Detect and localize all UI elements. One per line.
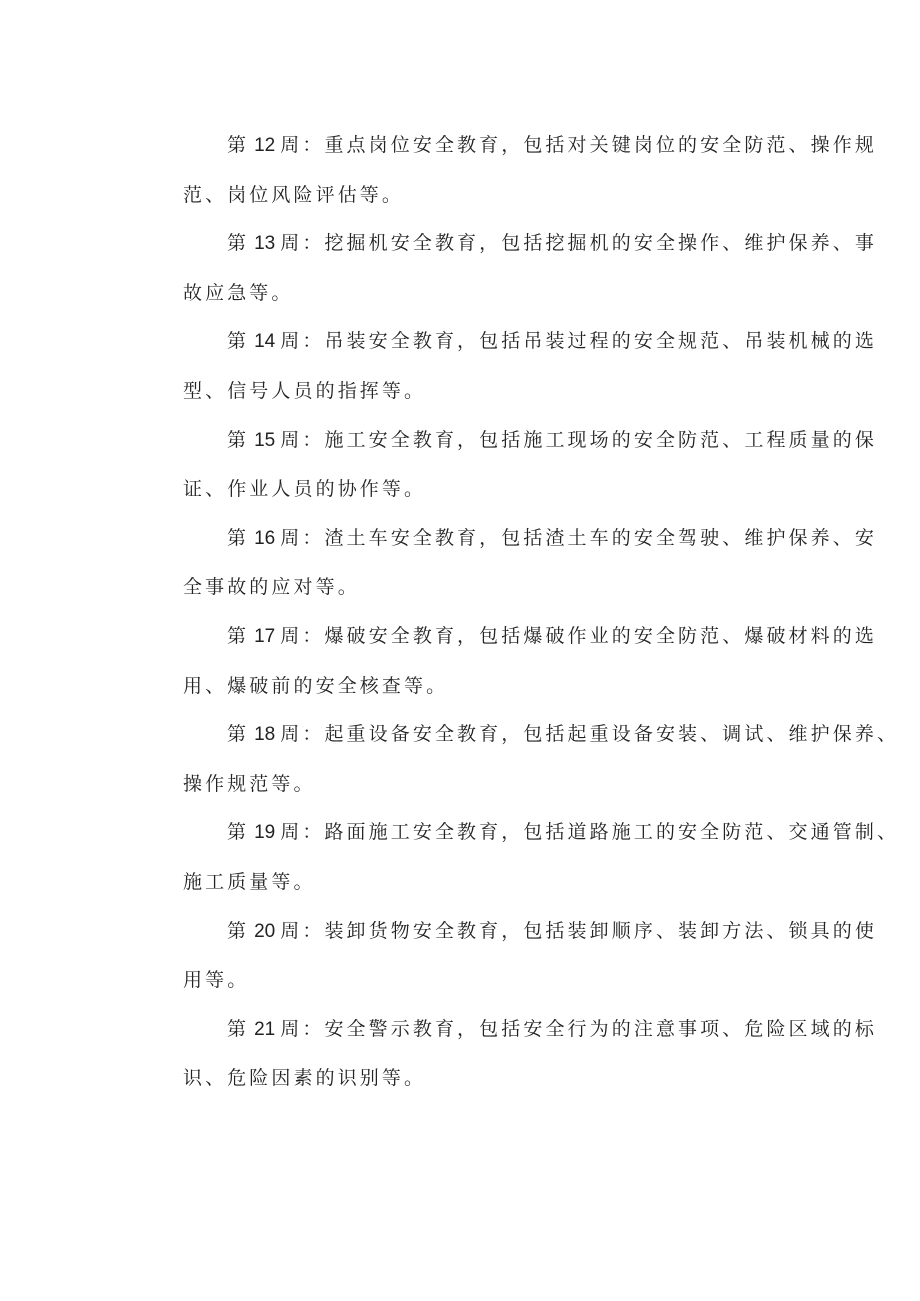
- document-body: [139, 121, 900, 1103]
- paragraph-line: 操作规范等。: [183, 772, 316, 795]
- week-number: 18: [254, 724, 276, 746]
- paragraph-line: [139, 121, 877, 171]
- paragraph-week-17: [139, 612, 877, 710]
- paragraph-text: 周：吊装安全教育，包括吊装过程的安全规范、吊装机械的选: [280, 330, 877, 353]
- week-number: 14: [254, 331, 276, 353]
- week-prefix: 第: [227, 526, 250, 549]
- paragraph-week-19: [139, 808, 900, 906]
- paragraph-line: 全事故的应对等。: [183, 576, 360, 599]
- paragraph-line: 证、作业人员的协作等。: [183, 478, 427, 501]
- week-prefix: 第: [227, 919, 250, 942]
- week-number: 13: [254, 233, 276, 255]
- paragraph-line: [139, 612, 877, 662]
- paragraph-text: 周：重点岗位安全教育，包括对关键岗位的安全防范、操作规: [280, 134, 877, 156]
- week-prefix: 第: [227, 821, 250, 844]
- paragraph-line: [139, 1005, 877, 1055]
- paragraph-text: 周：渣土车安全教育，包括渣土车的安全驾驶、维护保养、安: [280, 526, 877, 549]
- week-number: 16: [254, 527, 276, 549]
- week-prefix: 第: [227, 134, 250, 156]
- week-prefix: 第: [227, 232, 250, 255]
- paragraph-week-20: [139, 907, 877, 1005]
- paragraph-week-16: [139, 514, 877, 612]
- week-prefix: 第: [227, 723, 250, 746]
- week-prefix: 第: [227, 428, 250, 451]
- paragraph-text: 周：装卸货物安全教育，包括装卸顺序、装卸方法、锁具的使: [280, 919, 877, 942]
- week-number: 17: [254, 625, 276, 647]
- paragraph-line: [139, 416, 877, 466]
- paragraph-line: 用、爆破前的安全核查等。: [183, 674, 449, 697]
- week-number: 19: [254, 822, 276, 844]
- paragraph-text: 周：施工安全教育，包括施工现场的安全防范、工程质量的保: [280, 428, 877, 451]
- paragraph-line: 用等。: [183, 969, 250, 992]
- paragraph-text: 周：安全警示教育，包括安全行为的注意事项、危险区域的标: [280, 1017, 877, 1040]
- paragraph-line: [139, 710, 900, 760]
- paragraph-week-18: [139, 710, 900, 808]
- paragraph-week-12: [139, 121, 877, 219]
- week-number: 12: [254, 135, 276, 156]
- paragraph-text: 周：爆破安全教育，包括爆破作业的安全防范、爆破材料的选: [280, 624, 877, 647]
- paragraph-week-13: [139, 219, 877, 317]
- paragraph-week-15: [139, 416, 877, 514]
- paragraph-week-14: [139, 317, 877, 415]
- week-number: 15: [254, 429, 276, 451]
- paragraph-line: [139, 514, 877, 564]
- paragraph-line: 型、信号人员的指挥等。: [183, 379, 427, 402]
- paragraph-week-21: [139, 1005, 877, 1103]
- week-prefix: 第: [227, 330, 250, 353]
- paragraph-line: [139, 317, 877, 367]
- paragraph-text: 周：挖掘机安全教育，包括挖掘机的安全操作、维护保养、事: [280, 232, 877, 255]
- week-number: 21: [254, 1018, 276, 1040]
- week-prefix: 第: [227, 1017, 250, 1040]
- week-number: 20: [254, 920, 276, 942]
- paragraph-line: [139, 808, 900, 858]
- paragraph-line: 范、岗位风险评估等。: [183, 183, 405, 206]
- paragraph-text: 周：路面施工安全教育，包括道路施工的安全防范、交通管制、: [280, 821, 900, 844]
- week-prefix: 第: [227, 624, 250, 647]
- paragraph-line: [139, 907, 877, 957]
- paragraph-line: 施工质量等。: [183, 870, 316, 893]
- paragraph-line: 故应急等。: [183, 281, 294, 304]
- paragraph-text: 周：起重设备安全教育，包括起重设备安装、调试、维护保养、: [280, 723, 900, 746]
- paragraph-line: 识、危险因素的识别等。: [183, 1067, 427, 1090]
- paragraph-line: [139, 219, 877, 269]
